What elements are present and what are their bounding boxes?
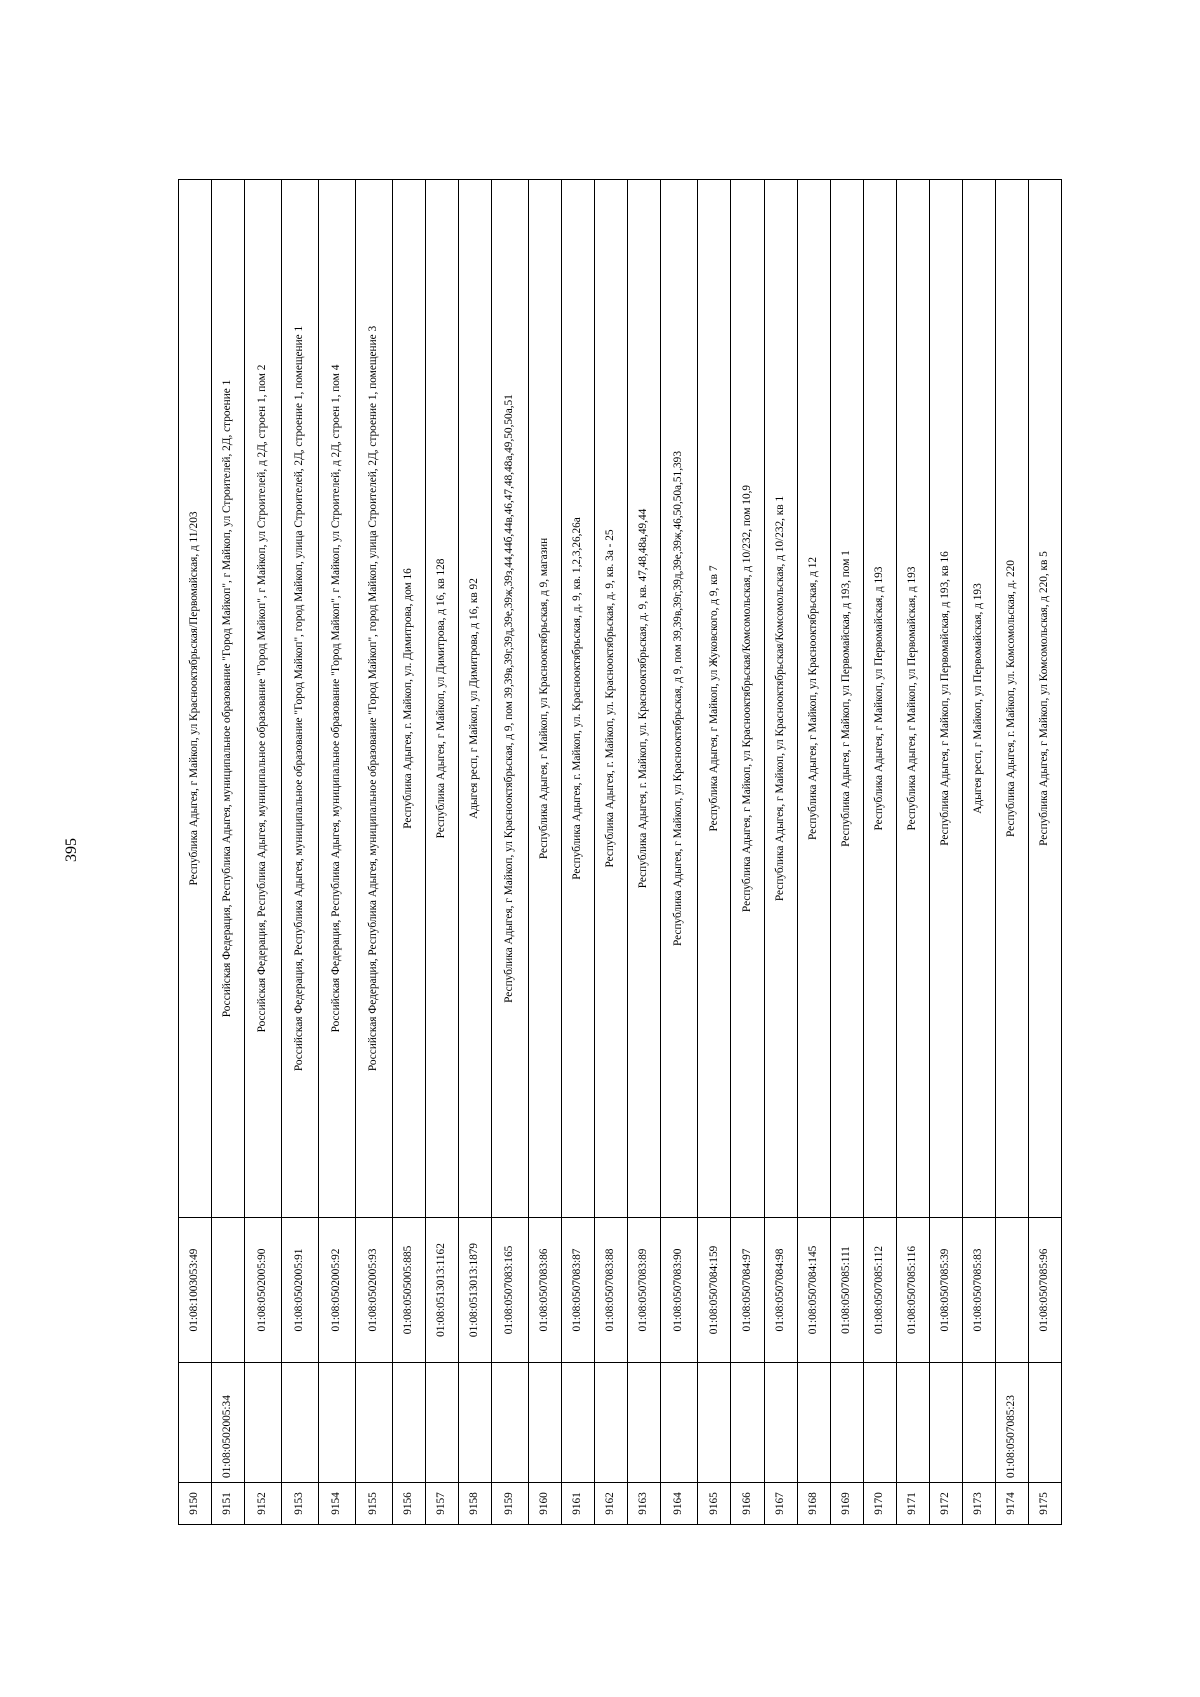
address-cell: Российская Федерация, Республика Адыгея, муниципальное образование "Город Майкоп", город Майкоп, улица Строителей, 2Д, строение 1, помещение 3	[356, 180, 393, 1218]
table-row	[661, 180, 698, 1525]
land-cadastral-number-cell: 01:08:0502005:34	[212, 1363, 245, 1483]
object-cadastral-number-cell: 01:08:0507084:97	[731, 1218, 764, 1363]
table-row	[962, 180, 995, 1525]
object-cadastral-number-cell: 01:08:0507085:96	[1028, 1218, 1061, 1363]
registry-table-wrapper	[178, 180, 1062, 1525]
table-row	[459, 180, 492, 1525]
row-number-cell: 9170	[863, 1483, 896, 1525]
address-cell: Республика Адыгея, г Майкоп, ул Жуковского, д 9, кв 7	[698, 180, 731, 1218]
row-number-cell: 9168	[797, 1483, 830, 1525]
address-cell: Адыгея респ, г Майкоп, ул Первомайская, д 193	[962, 180, 995, 1218]
table-row	[929, 180, 962, 1525]
table-row	[282, 180, 319, 1525]
address-cell: Республика Адыгея, г Майкоп, ул Краснооктябрьская, д 9, магазин	[529, 180, 562, 1218]
row-number-cell: 9160	[529, 1483, 562, 1525]
land-cadastral-number-cell	[492, 1363, 529, 1483]
land-cadastral-number-cell	[830, 1363, 863, 1483]
row-number-cell: 9164	[661, 1483, 698, 1525]
address-cell: Республика Адыгея, г Майкоп, ул Краснооктябрьская/Комсомольская, д 10/232, пом 10,9	[731, 180, 764, 1218]
address-cell: Республика Адыгея, г Майкоп, ул Краснооктябрьская/Первомайская, д 11/203	[179, 180, 212, 1218]
row-number-cell: 9172	[929, 1483, 962, 1525]
address-cell: Республика Адыгея, г. Майкоп, ул. Комсомольская, д. 220	[995, 180, 1028, 1218]
address-cell: Российская Федерация, Республика Адыгея, муниципальное образование "Город Майкоп", город Майкоп, улица Строителей, 2Д, строение 1, помещение 1	[282, 180, 319, 1218]
object-cadastral-number-cell: 01:08:0502005:93	[356, 1218, 393, 1363]
row-number-cell: 9162	[595, 1483, 628, 1525]
table-row	[245, 180, 282, 1525]
land-cadastral-number-cell	[962, 1363, 995, 1483]
registry-table-rotated	[178, 180, 1062, 1525]
address-cell: Республика Адыгея, г Майкоп, ул Первомайская, д 193, пом 1	[830, 180, 863, 1218]
table-row	[896, 180, 929, 1525]
table-row	[426, 180, 459, 1525]
land-cadastral-number-cell	[179, 1363, 212, 1483]
object-cadastral-number-cell: 01:08:0507085:116	[896, 1218, 929, 1363]
registry-table-body	[179, 180, 1062, 1525]
row-number-cell: 9171	[896, 1483, 929, 1525]
land-cadastral-number-cell	[929, 1363, 962, 1483]
land-cadastral-number-cell	[356, 1363, 393, 1483]
address-cell: Республика Адыгея, г. Майкоп, ул. Краснооктябрьская, д. 9, кв. 1,2,3,26,26а	[562, 180, 595, 1218]
row-number-cell: 9158	[459, 1483, 492, 1525]
land-cadastral-number-cell	[245, 1363, 282, 1483]
registry-table	[178, 179, 1062, 1525]
land-cadastral-number-cell	[863, 1363, 896, 1483]
row-number-cell: 9155	[356, 1483, 393, 1525]
land-cadastral-number-cell	[797, 1363, 830, 1483]
land-cadastral-number-cell	[595, 1363, 628, 1483]
address-cell: Республика Адыгея, г Майкоп, ул Краснооктябрьская, д 9, пом 39,39в,39г,39д,39е,39ж,39з,44,44б,44в,46,47,48,48а,49,50,50а,51	[492, 180, 529, 1218]
object-cadastral-number-cell: 01:08:0507085:111	[830, 1218, 863, 1363]
row-number-cell: 9169	[830, 1483, 863, 1525]
table-row	[1028, 180, 1061, 1525]
object-cadastral-number-cell: 01:08:0507084:145	[797, 1218, 830, 1363]
land-cadastral-number-cell	[529, 1363, 562, 1483]
land-cadastral-number-cell: 01:08:0507085:23	[995, 1363, 1028, 1483]
address-cell: Российская Федерация, Республика Адыгея, муниципальное образование "Город Майкоп", г Майкоп, ул Строителей, 2Д, строение 1	[212, 180, 245, 1218]
table-row	[995, 180, 1028, 1525]
address-cell: Республика Адыгея, г. Майкоп, ул. Димитрова, дом 16	[393, 180, 426, 1218]
row-number-cell: 9167	[764, 1483, 797, 1525]
address-cell: Республика Адыгея, г Майкоп, ул Первомайская, д 193, кв 16	[929, 180, 962, 1218]
object-cadastral-number-cell: 01:08:0513013:1879	[459, 1218, 492, 1363]
object-cadastral-number-cell: 01:08:0507084:159	[698, 1218, 731, 1363]
address-cell: Адыгея респ, г Майкоп, ул Димитрова, д 16, кв 92	[459, 180, 492, 1218]
object-cadastral-number-cell: 01:08:0507085:39	[929, 1218, 962, 1363]
object-cadastral-number-cell: 01:08:0507085:83	[962, 1218, 995, 1363]
address-cell: Республика Адыгея, г Майкоп, ул Первомайская, д 193	[896, 180, 929, 1218]
land-cadastral-number-cell	[319, 1363, 356, 1483]
address-cell: Республика Адыгея, г Майкоп, ул Первомайская, д 193	[863, 180, 896, 1218]
land-cadastral-number-cell	[282, 1363, 319, 1483]
table-row	[764, 180, 797, 1525]
object-cadastral-number-cell: 01:08:0507084:98	[764, 1218, 797, 1363]
land-cadastral-number-cell	[698, 1363, 731, 1483]
land-cadastral-number-cell	[1028, 1363, 1061, 1483]
object-cadastral-number-cell: 01:08:0502005:92	[319, 1218, 356, 1363]
row-number-cell: 9163	[628, 1483, 661, 1525]
row-number-cell: 9166	[731, 1483, 764, 1525]
address-cell: Российская Федерация, Республика Адыгея, муниципальное образование "Город Майкоп", г Майкоп, ул Строителей, д 2Д, строен 1, пом 2	[245, 180, 282, 1218]
table-row	[393, 180, 426, 1525]
land-cadastral-number-cell	[628, 1363, 661, 1483]
object-cadastral-number-cell: 01:08:1003053:49	[179, 1218, 212, 1363]
table-row	[529, 180, 562, 1525]
land-cadastral-number-cell	[562, 1363, 595, 1483]
page-number: 395	[63, 838, 80, 862]
row-number-cell: 9157	[426, 1483, 459, 1525]
table-row	[863, 180, 896, 1525]
land-cadastral-number-cell	[731, 1363, 764, 1483]
row-number-cell: 9161	[562, 1483, 595, 1525]
row-number-cell: 9153	[282, 1483, 319, 1525]
table-row	[797, 180, 830, 1525]
table-row	[830, 180, 863, 1525]
address-cell: Республика Адыгея, г. Майкоп, ул. Краснооктябрьская, д. 9, кв. 47,48,48а,49,44	[628, 180, 661, 1218]
row-number-cell: 9154	[319, 1483, 356, 1525]
land-cadastral-number-cell	[459, 1363, 492, 1483]
table-row	[356, 180, 393, 1525]
address-cell: Республика Адыгея, г Майкоп, ул Краснооктябрьская/Комсомольская, д 10/232, кв 1	[764, 180, 797, 1218]
address-cell: Республика Адыгея, г Майкоп, ул Краснооктябрьская, д 12	[797, 180, 830, 1218]
table-row	[628, 180, 661, 1525]
table-row	[212, 180, 245, 1525]
address-cell: Республика Адыгея, г. Майкоп, ул. Краснооктябрьская, д. 9, кв. 3а - 25	[595, 180, 628, 1218]
address-cell: Республика Адыгея, г Майкоп, ул Краснооктябрьская, д 9, пом 39,39в,39г,39д,39е,39ж,46,50,50а,51,393	[661, 180, 698, 1218]
address-cell: Российская Федерация, Республика Адыгея, муниципальное образование "Город Майкоп", г Майкоп, ул Строителей, д 2Д, строен 1, пом 4	[319, 180, 356, 1218]
object-cadastral-number-cell: 01:08:0507083:90	[661, 1218, 698, 1363]
object-cadastral-number-cell: 01:08:0507083:165	[492, 1218, 529, 1363]
table-row	[698, 180, 731, 1525]
address-cell: Республика Адыгея, г Майкоп, ул Комсомольская, д 220, кв 5	[1028, 180, 1061, 1218]
table-row	[179, 180, 212, 1525]
row-number-cell: 9165	[698, 1483, 731, 1525]
object-cadastral-number-cell: 01:08:0507083:87	[562, 1218, 595, 1363]
object-cadastral-number-cell: 01:08:0507083:89	[628, 1218, 661, 1363]
row-number-cell: 9173	[962, 1483, 995, 1525]
table-row	[492, 180, 529, 1525]
row-number-cell: 9175	[1028, 1483, 1061, 1525]
object-cadastral-number-cell: 01:08:0507083:88	[595, 1218, 628, 1363]
land-cadastral-number-cell	[393, 1363, 426, 1483]
row-number-cell: 9159	[492, 1483, 529, 1525]
land-cadastral-number-cell	[661, 1363, 698, 1483]
row-number-cell: 9156	[393, 1483, 426, 1525]
land-cadastral-number-cell	[426, 1363, 459, 1483]
object-cadastral-number-cell: 01:08:0505005:885	[393, 1218, 426, 1363]
table-row	[731, 180, 764, 1525]
row-number-cell: 9174	[995, 1483, 1028, 1525]
table-row	[562, 180, 595, 1525]
object-cadastral-number-cell: 01:08:0507083:86	[529, 1218, 562, 1363]
row-number-cell: 9151	[212, 1483, 245, 1525]
object-cadastral-number-cell	[995, 1218, 1028, 1363]
object-cadastral-number-cell: 01:08:0507085:112	[863, 1218, 896, 1363]
object-cadastral-number-cell: 01:08:0513013:1162	[426, 1218, 459, 1363]
row-number-cell: 9150	[179, 1483, 212, 1525]
table-row	[595, 180, 628, 1525]
land-cadastral-number-cell	[896, 1363, 929, 1483]
row-number-cell: 9152	[245, 1483, 282, 1525]
object-cadastral-number-cell	[212, 1218, 245, 1363]
land-cadastral-number-cell	[764, 1363, 797, 1483]
address-cell: Республика Адыгея, г Майкоп, ул Димитрова, д 16, кв 128	[426, 180, 459, 1218]
object-cadastral-number-cell: 01:08:0502005:91	[282, 1218, 319, 1363]
table-row	[319, 180, 356, 1525]
object-cadastral-number-cell: 01:08:0502005:90	[245, 1218, 282, 1363]
